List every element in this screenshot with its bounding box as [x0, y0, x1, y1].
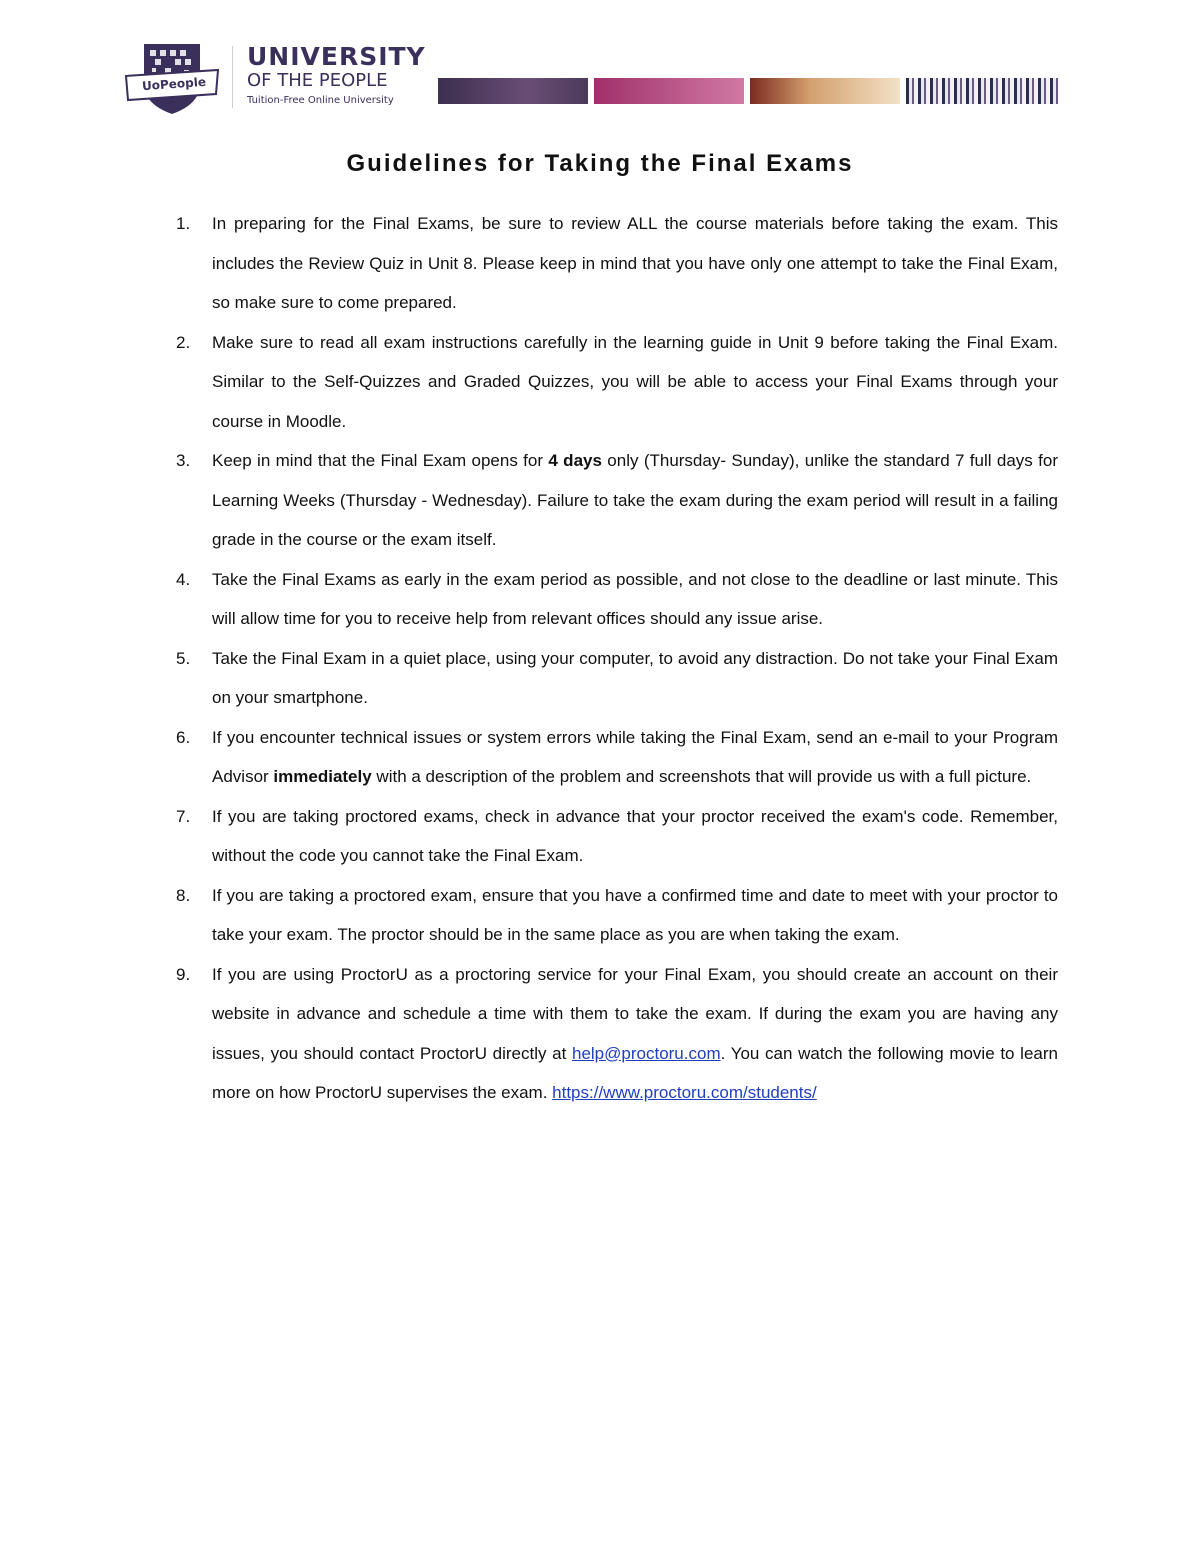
- item-text: Take the Final Exam in a quiet place, using your computer, to avoid any distraction. Do not take your Final Exam on your smartphone.: [212, 648, 1058, 707]
- email-link[interactable]: help@proctoru.com: [572, 1043, 721, 1063]
- item-text: If you are using ProctorU as a proctoring service for your Final Exam, you should create an account on their website in advance and schedule a time with them to take the exam. If during the exam you are having any issues, you should contact ProctorU directly at: [212, 964, 1058, 1063]
- item-text: Keep in mind that the Final Exam opens for: [212, 451, 549, 470]
- list-item: [172, 441, 1058, 560]
- header-banner-3: [750, 78, 900, 104]
- university-line-2: OF THE PEOPLE: [247, 70, 388, 91]
- students-url-link[interactable]: https://www.proctoru.com/students/: [552, 1083, 817, 1102]
- item-text: Make sure to read all exam instructions carefully in the learning guide in Unit 9 before taking the Final Exam. Similar to the Self-Quizzes and Graded Quizzes, you will be able to access your Final Exams through your course in Moodle.: [212, 332, 1058, 431]
- item-text: If you are taking a proctored exam, ensure that you have a confirmed time and date to meet with your proctor to take your exam. The proctor should be in the same place as you are when taking the exam.: [212, 885, 1058, 944]
- item-text: Take the Final Exams as early in the exam period as possible, and not close to the deadline or last minute. This will allow time for you to receive help from relevant offices should any issue arise.: [212, 569, 1058, 628]
- item-number: 9.: [176, 964, 191, 984]
- item-text: only (Thursday- Sunday), unlike the standard 7 full days for Learning Weeks (Thursday - Wednesday). Failure to take the exam during the exam period will result in a failing grade in the course or the exam itself.: [212, 451, 1058, 549]
- item-number: 4.: [176, 569, 191, 589]
- header-banner-1: [438, 78, 588, 104]
- item-number: 8.: [176, 885, 191, 905]
- item-number: 2.: [176, 332, 191, 352]
- header-banner-2: [594, 78, 744, 104]
- header-divider: [232, 46, 233, 108]
- logo-wordmark: UoPeople: [141, 74, 207, 94]
- item-text: with a description of the problem and screenshots that will provide us with a full picture.: [371, 767, 1032, 786]
- item-number: 1.: [176, 214, 191, 233]
- item-number: 3.: [176, 451, 191, 470]
- list-item: [172, 718, 1058, 797]
- list-item: [172, 876, 1058, 955]
- list-item: [172, 955, 1058, 1113]
- item-emphasis: immediately: [273, 767, 372, 786]
- item-number: 6.: [176, 727, 191, 747]
- university-line-1: UNIVERSITY: [247, 42, 426, 71]
- university-name: [247, 44, 426, 108]
- item-text: In preparing for the Final Exams, be sure to review ALL the course materials before taking the exam. This includes the Review Quiz in Unit 8. Please keep in mind that you have only one attempt to take the Final Exam, so make sure to come prepared.: [212, 214, 1058, 312]
- university-tagline: Tuition-Free Online University: [247, 95, 394, 106]
- item-number: 5.: [176, 648, 191, 668]
- header-banner-4: [906, 78, 1058, 104]
- list-item: [172, 797, 1058, 876]
- page-header: [0, 0, 1200, 130]
- page-title: Guidelines for Taking the Final Exams: [346, 150, 854, 177]
- item-number: 7.: [176, 806, 191, 826]
- list-item: [172, 204, 1058, 323]
- item-emphasis: 4 days: [548, 451, 602, 470]
- list-item: [172, 639, 1058, 718]
- guidelines-list: [172, 204, 1058, 1113]
- item-text: . You can watch the following movie to learn more on how ProctorU supervises the exam.: [212, 1043, 1058, 1102]
- list-item: [172, 323, 1058, 442]
- list-item: [172, 560, 1058, 639]
- item-text: If you encounter technical issues or system errors while taking the Final Exam, send an e-mail to your Program Advisor: [212, 727, 1058, 786]
- item-text: If you are taking proctored exams, check in advance that your proctor received the exam's code. Remember, without the code you cannot take the Final Exam.: [212, 806, 1058, 865]
